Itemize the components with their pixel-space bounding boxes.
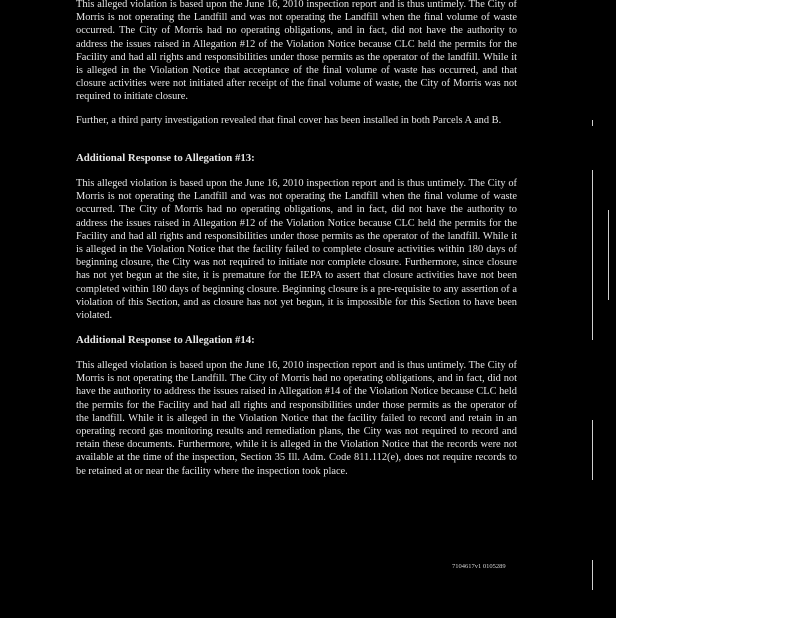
heading-allegation-13: Additional Response to Allegation #13: <box>76 152 255 164</box>
paragraph-allegation-14: This alleged violation is based upon the June 16, 2010 inspection report and is thus untimely. The City of Morris is not operating the Landfill. The City of Morris had no operating obligations, and in fact, did not have the authority to address the issues raised in Allegation #14 of the Violation Notice because CLC held the permits for the Facility and had all rights and responsibilities under those permits as the operator of the landfill. While it is alleged in the Violation Notice that the facility failed to record and retain in an operating record gas monitoring results and remediation plans, the City was not required to record and retain these documents. Furthermore, while it is alleged in the Violation Notice that the records were not available at the time of the inspection, Section 35 Ill. Adm. Code 811.112(e), does not require records to be retained at or near the facility where the inspection took place. <box>76 360 517 477</box>
scan-artifact <box>592 420 593 480</box>
scan-artifact <box>608 210 609 300</box>
page-margin-strip <box>616 0 800 618</box>
document-footer-code: 7104617v1 0105289 <box>452 563 506 570</box>
scan-artifact <box>592 560 593 590</box>
paragraph-allegation-13: This alleged violation is based upon the June 16, 2010 inspection report and is thus untimely. The City of Morris is not operating the Landfill and was not operating the Landfill when the final volume of waste occurred. The City of Morris had no operating obligations, and in fact, did not have the authority to address the issues raised in Allegation #12 of the Violation Notice because CLC held the permits for the Facility and had all rights and responsibilities under those permits as the operator of the landfill. While it is alleged in the Violation Notice that the facility failed to complete closure activities within 180 days of beginning closure, the City was not required to initiate nor complete closure. Furthermore, since closure has not yet begun at the site, it is premature for the IEPA to assert that closure activities have not been completed within 180 days of beginning closure. Beginning closure is a pre-requisite to any assertion of a violation of this Section, and as closure has not yet begun, it is impossible for this Section to have been violated. <box>76 178 517 322</box>
scan-artifact <box>592 170 593 340</box>
scan-artifact <box>592 120 593 126</box>
paragraph-third-party-investigation: Further, a third party investigation revealed that final cover has been installed in both Parcels A and B. <box>76 115 502 126</box>
heading-allegation-14: Additional Response to Allegation #14: <box>76 334 255 346</box>
paragraph-allegation-12-continued: This alleged violation is based upon the June 16, 2010 inspection report and is thus untimely. The City of Morris is not operating the Landfill and was not operating the Landfill when the final volume of waste occurred. The City of Morris had no operating obligations, and in fact, did not have the authority to address the issues raised in Allegation #12 of the Violation Notice because CLC held the permits for the Facility and had all rights and responsibilities under those permits as the operator of the landfill. While it is alleged in the Violation Notice that acceptance of the final volume of waste has occurred, and that closure activities were not initiated after receipt of the final volume of waste, the City of Morris was not required to initiate closure. <box>76 0 517 103</box>
